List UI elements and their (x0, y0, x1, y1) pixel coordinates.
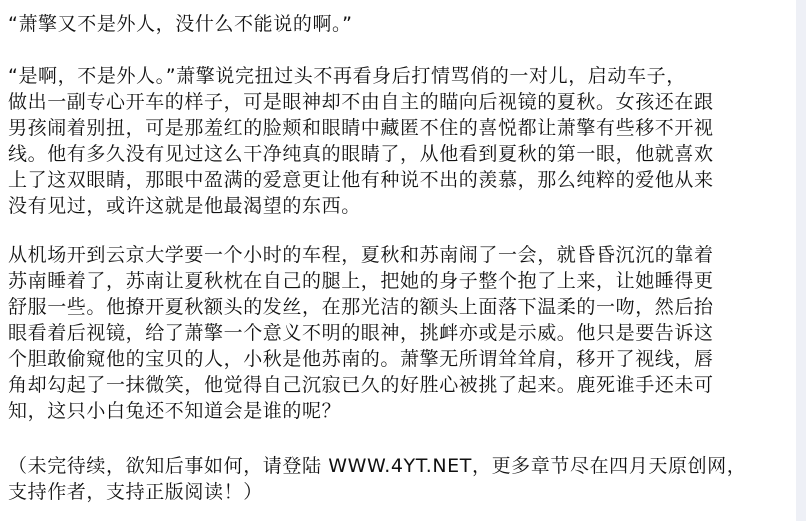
text-line: “萧擎又不是外人，没什么不能说的啊。” (8, 13, 353, 35)
text-line: 男孩闹着别扭，可是那羞红的脸颊和眼睛中藏匿不住的喜悦都让萧擎有些移不开视 (8, 117, 714, 139)
text-line: （未完待续，欲知后事如何，请登陆 WWW.4YT.NET，更多章节尽在四月天原创网， (8, 455, 747, 477)
text-line: 个胆敢偷窥他的宝贝的人，小秋是他苏南的。萧擎无所谓耸耸肩，移开了视线，唇 (8, 348, 714, 370)
text-line: 角却勾起了一抹微笑，他觉得自己沉寂已久的好胜心被挑了起来。鹿死谁手还未可 (8, 374, 714, 396)
text-line: 线。他有多久没有见过这么干净纯真的眼睛了，从他看到夏秋的第一眼，他就喜欢 (8, 143, 714, 165)
text-line: “是啊，不是外人。”萧擎说完扭过头不再看身后打情骂俏的一对儿，启动车子， (8, 65, 686, 87)
text-line: 知，这只小白兔还不知道会是谁的呢？ (8, 400, 342, 422)
text-line: 眼看着后视镜，给了萧擎一个意义不明的眼神，挑衅亦或是示威。他只是要告诉这 (8, 322, 714, 344)
text-line: 苏南睡着了，苏南让夏秋枕在自己的腿上，把她的身子整个抱了上来，让她睡得更 (8, 270, 714, 292)
text-line: 做出一副专心开车的样子，可是眼神却不由自主的瞄向后视镜的夏秋。女孩还在跟 (8, 91, 714, 113)
text-line: 支持作者，支持正版阅读！） (8, 481, 263, 503)
text-line: 没有见过，或许这就是他最渴望的东西。 (8, 195, 361, 217)
text-line: 舒服一些。他撩开夏秋额头的发丝，在那光洁的额头上面落下温柔的一吻，然后抬 (8, 296, 714, 318)
text-line: 上了这双眼睛，那眼中盈满的爱意更让他有种说不出的羡慕，那么纯粹的爱他从来 (8, 169, 714, 191)
page-edge-strip (796, 0, 806, 521)
text-line: 从机场开到云京大学要一个小时的车程，夏秋和苏南闹了一会，就昏昏沉沉的靠着 (8, 244, 714, 266)
